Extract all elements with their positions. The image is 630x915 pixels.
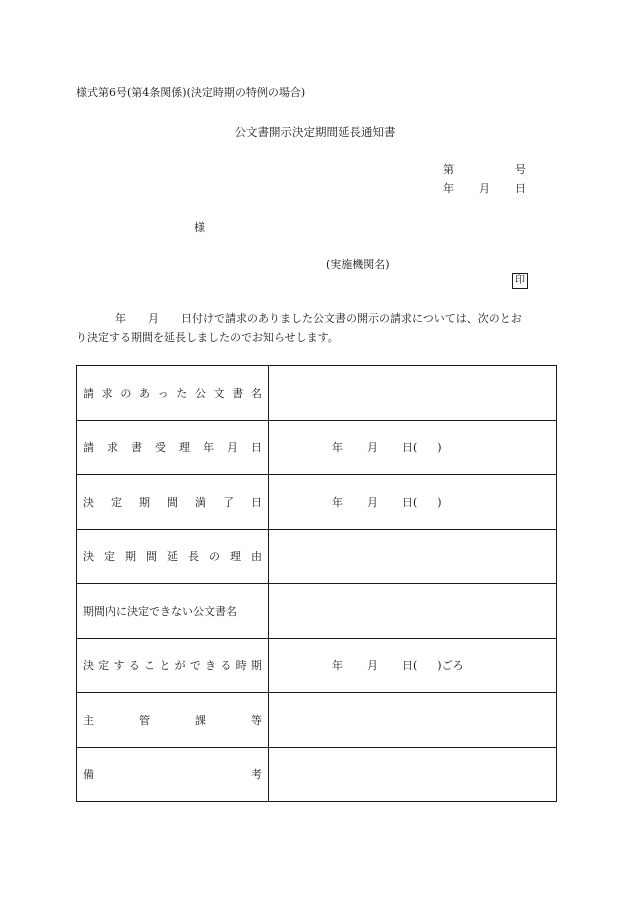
- label-char: 理: [179, 441, 190, 455]
- row-label: [83, 766, 262, 782]
- row-label: 期間内に決定できない公文書名: [83, 604, 237, 618]
- row-value-cell[interactable]: [269, 747, 557, 802]
- label-char: 決: [83, 659, 94, 673]
- label-char: 課: [195, 713, 206, 727]
- label-char: 書: [131, 441, 142, 455]
- label-char: た: [176, 386, 188, 400]
- row-label-cell: [77, 475, 269, 530]
- label-char: 求: [107, 441, 118, 455]
- row-label: [83, 439, 262, 455]
- date-day-label: 日(: [402, 659, 418, 673]
- row-label-cell: [77, 638, 269, 693]
- issue-date-line: [443, 180, 526, 196]
- date-month-label: 月: [367, 495, 378, 509]
- body-year-label: 年: [115, 312, 126, 325]
- label-char: 備: [83, 768, 94, 782]
- row-label-cell: [77, 747, 269, 802]
- row-label: [83, 494, 262, 510]
- row-value-cell[interactable]: [269, 584, 557, 639]
- label-char: 期: [139, 495, 150, 509]
- label-char: 受: [155, 441, 166, 455]
- document-number-line: [443, 161, 526, 177]
- label-char: で: [189, 659, 201, 673]
- label-char: 求: [101, 386, 113, 400]
- date-entry: [332, 494, 556, 510]
- form-number-label: 様式第6号(第4条関係)(決定時期の特例の場合): [76, 86, 306, 99]
- row-label: [83, 657, 262, 673]
- label-char: が: [174, 659, 186, 673]
- label-char: 文: [213, 386, 225, 400]
- body-line-1: 日付けで請求のありました公文書の開示の請求については、次のとお: [181, 312, 522, 325]
- row-value-cell[interactable]: [269, 529, 557, 584]
- row-label-cell: [77, 584, 269, 639]
- label-char: 間: [167, 495, 178, 509]
- date-month-label: 月: [367, 659, 378, 673]
- issue-year-label: 年: [443, 182, 454, 195]
- date-year-label: 年: [332, 659, 343, 673]
- table-row: [77, 747, 557, 802]
- label-char: 等: [251, 713, 262, 727]
- row-value-cell[interactable]: [269, 475, 557, 530]
- row-label: [83, 385, 262, 401]
- label-char: 管: [139, 713, 150, 727]
- label-char: 定: [98, 659, 110, 673]
- label-char: き: [205, 659, 217, 673]
- label-char: す: [113, 659, 125, 673]
- label-char: 日: [251, 441, 262, 455]
- label-char: 期: [125, 550, 136, 564]
- label-char: の: [120, 386, 132, 400]
- seal-stamp-mark: 印: [512, 273, 528, 289]
- date-entry: [332, 439, 556, 455]
- label-char: っ: [157, 386, 169, 400]
- label-char: 間: [146, 550, 157, 564]
- number-prefix: 第: [443, 163, 454, 176]
- label-char: 請: [83, 441, 94, 455]
- date-day-label: 日(: [402, 441, 418, 455]
- issue-day-label: 日: [515, 182, 526, 195]
- label-char: 長: [188, 550, 199, 564]
- table-row: [77, 638, 557, 693]
- label-char: 請: [83, 386, 94, 400]
- label-char: る: [128, 659, 140, 673]
- table-row: [77, 529, 557, 584]
- notice-details-table: [76, 365, 557, 802]
- label-char: 公: [194, 386, 206, 400]
- date-day-label: 日(: [402, 495, 418, 509]
- body-line-2: り決定する期間を延長しましたのでお知らせします。: [76, 331, 339, 344]
- row-label-cell: [77, 529, 269, 584]
- label-char: 時: [235, 659, 247, 673]
- date-paren-close: )ごろ: [437, 659, 464, 673]
- document-title: 公文書開示決定期間延長通知書: [234, 125, 396, 139]
- label-char: 定: [104, 550, 115, 564]
- date-paren-close: ): [437, 441, 442, 455]
- date-month-label: 月: [367, 441, 378, 455]
- label-char: る: [220, 659, 232, 673]
- row-value-cell[interactable]: [269, 366, 557, 421]
- row-label: [83, 712, 262, 728]
- label-char: 由: [251, 550, 262, 564]
- label-char: 期: [250, 659, 262, 673]
- label-char: 延: [167, 550, 178, 564]
- date-paren-close: ): [437, 495, 442, 509]
- row-value-cell[interactable]: [269, 420, 557, 475]
- row-label: [83, 548, 262, 564]
- label-char: 主: [83, 713, 94, 727]
- label-char: 日: [251, 495, 262, 509]
- row-value-cell[interactable]: [269, 693, 557, 748]
- label-char: 了: [223, 495, 234, 509]
- row-value-cell[interactable]: [269, 638, 557, 693]
- label-char: と: [159, 659, 171, 673]
- date-year-label: 年: [332, 495, 343, 509]
- row-label-cell: [77, 366, 269, 421]
- agency-name-label: (実施機関名): [326, 258, 390, 271]
- table-row: [77, 475, 557, 530]
- row-label-cell: [77, 420, 269, 475]
- label-char: 理: [230, 550, 241, 564]
- issue-month-label: 月: [479, 182, 490, 195]
- label-char: あ: [138, 386, 150, 400]
- label-char: 決: [83, 495, 94, 509]
- label-char: 名: [250, 386, 262, 400]
- number-suffix: 号: [515, 163, 526, 176]
- date-entry: [332, 657, 556, 673]
- label-char: 考: [251, 768, 262, 782]
- table-row: [77, 693, 557, 748]
- label-char: 月: [227, 441, 238, 455]
- label-char: こ: [144, 659, 156, 673]
- table-row: [77, 420, 557, 475]
- row-label-cell: [77, 693, 269, 748]
- notice-body-text: [76, 309, 558, 347]
- label-char: 年: [203, 441, 214, 455]
- table-row: [77, 584, 557, 639]
- label-char: 決: [83, 550, 94, 564]
- label-char: 満: [195, 495, 206, 509]
- label-char: 書: [232, 386, 244, 400]
- label-char: の: [209, 550, 220, 564]
- addressee-honorific: 様: [194, 221, 205, 234]
- date-year-label: 年: [332, 441, 343, 455]
- label-char: 定: [111, 495, 122, 509]
- body-month-label: 月: [148, 312, 159, 325]
- table-row: [77, 366, 557, 421]
